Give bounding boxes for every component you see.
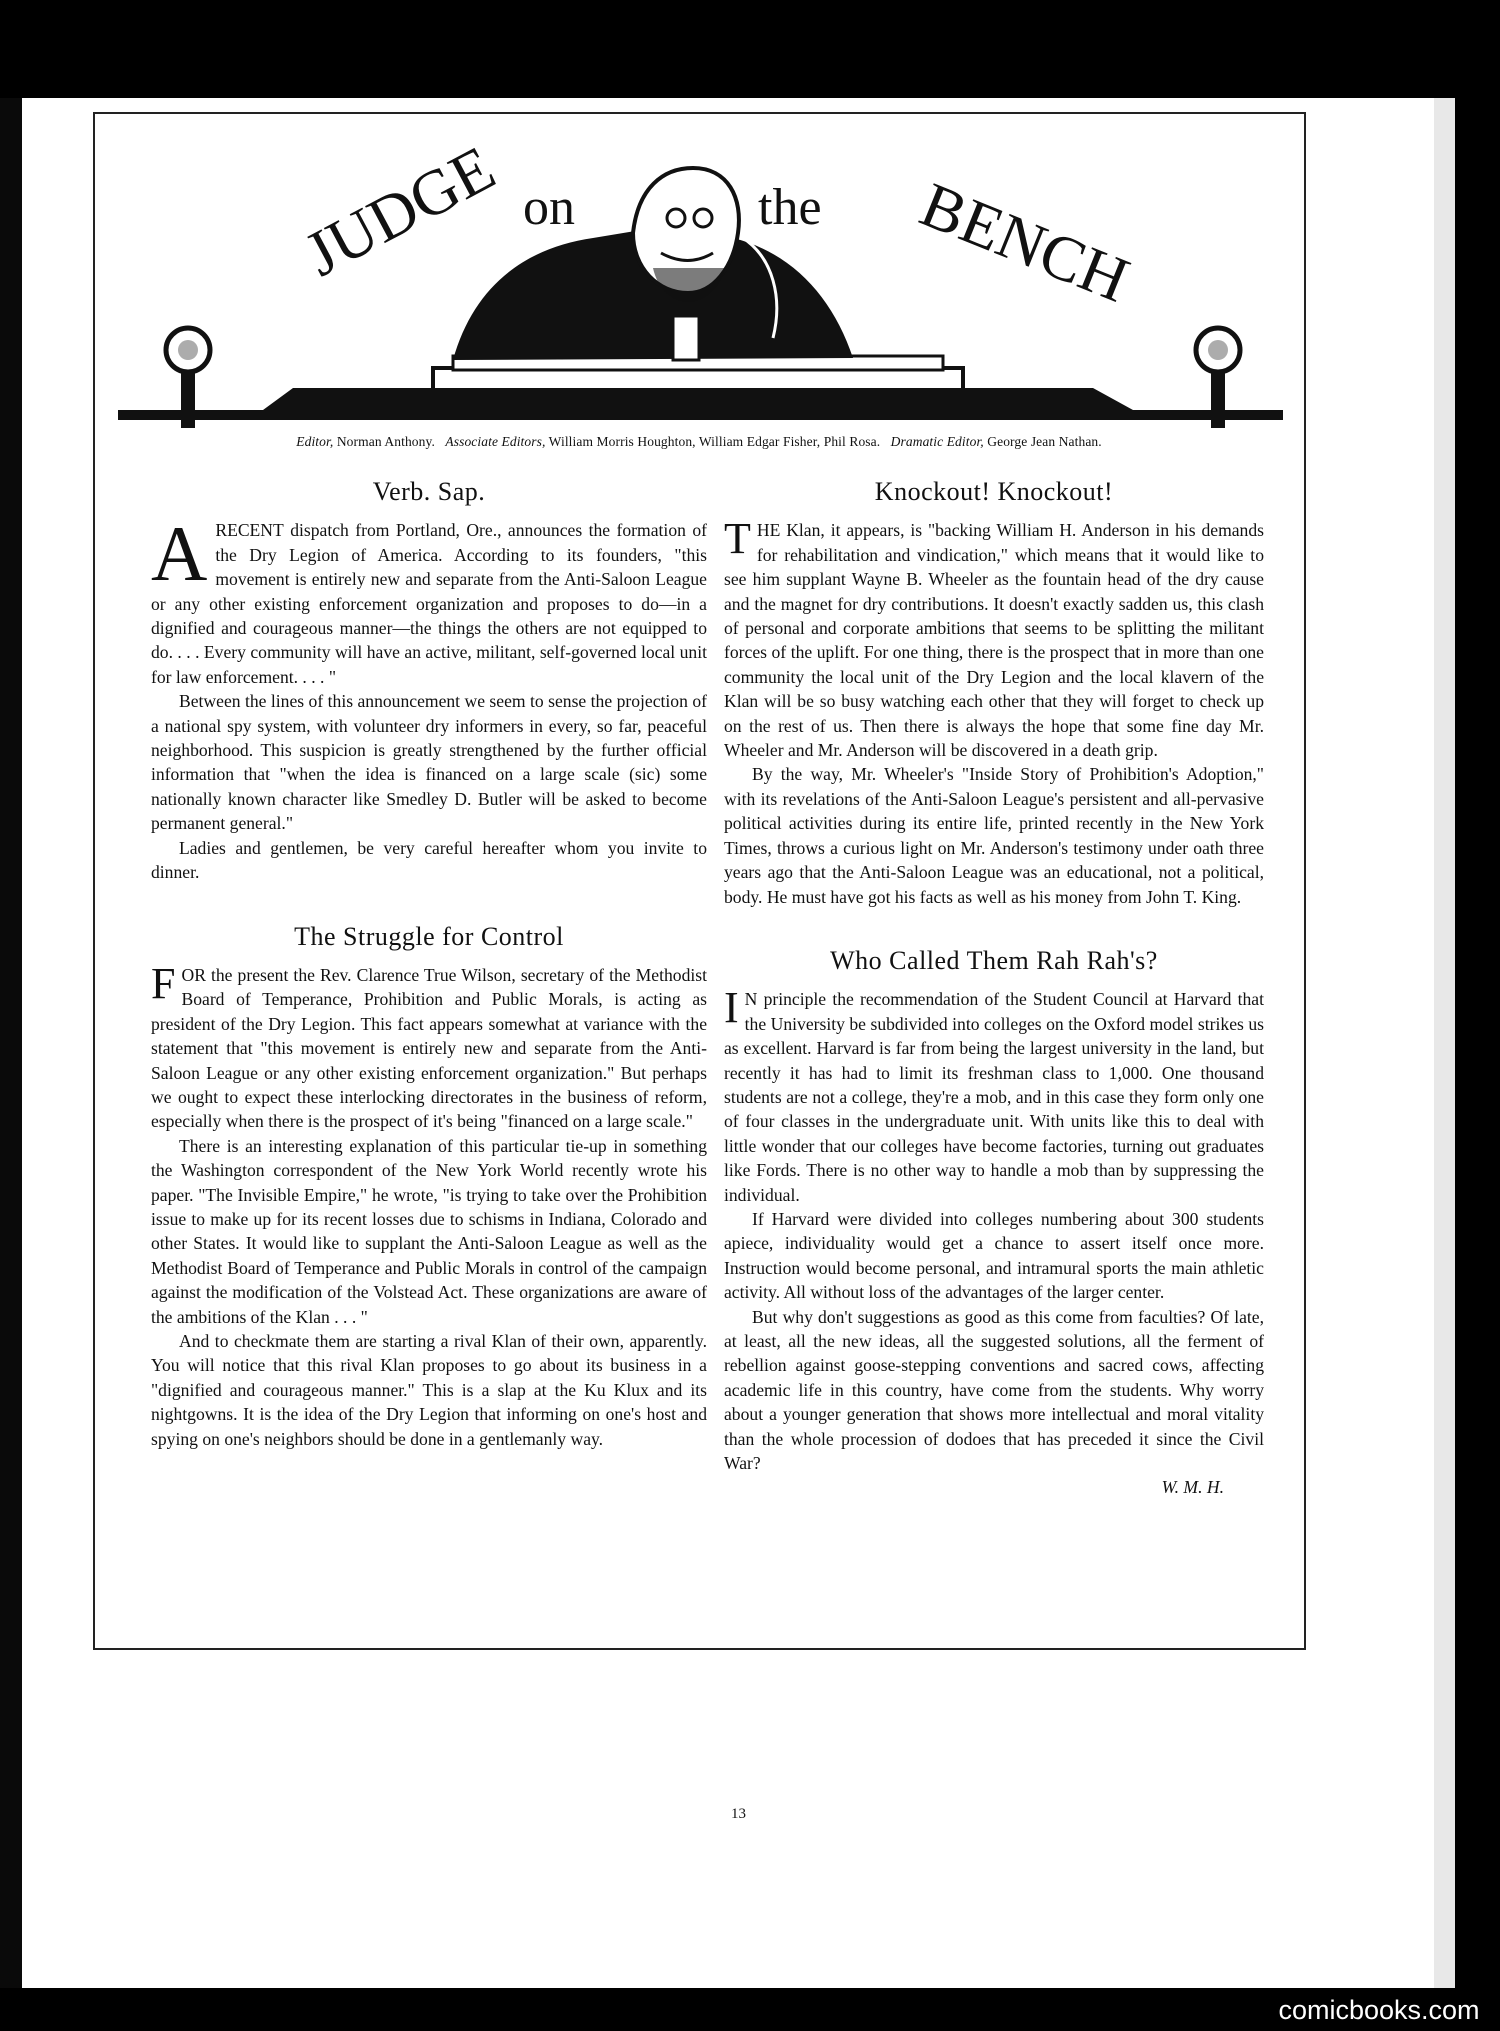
lead-word: N [744,989,758,1010]
paragraph-text: principle the recommendation of the Student Council at Harvard that the University be subdivided into colleges on the Oxford model strikes us as excellent. Harvard is far from being the largest university in the land, but recently it has had to limit its freshman class to 1,000. One thousand students are not a college, they're a mob, and in this case they form only one of four classes in the undergraduate unit. With units like this to deal with little wonder that our colleges have become factories, turning out graduates like Fords. There is no other way to handle a mob than by suppressing the individual. [724,989,1264,1205]
drop-cap: A [151,510,208,598]
article-paragraph: Ladies and gentlemen, be very careful hereafter whom you invite to dinner. [151,837,707,883]
article-paragraph: By the way, Mr. Wheeler's "Inside Story of Prohibition's Adoption," with its revelations of the Anti-Saloon League's persistent and all-pervasive political activities during its entire life, printed recently in the New York Times, throws a curious light on Mr. Anderson's testimony under oath three years ago that the Anti-Saloon League was an educational, not a political, body. He must have got his facts as well as his money from John T. King. [724,764,1264,907]
article-title: Who Called Them Rah Rah's? [830,945,1158,975]
article-paragraph: Between the lines of this announcement we seem to sense the projection of a national spy system, with volunteer dry informers in every, so far, peaceful neighborhood. This suspicion is greatly strengthened by the further official information that "when the idea is financed on a large scale (sic) some nationally known character like Smedley D. Butler will be asked to become permanent general." [151,691,707,834]
lead-word: RECENT [215,520,284,541]
lead-word: OR [181,964,206,985]
editors-line [0,434,1398,450]
article-paragraph: There is an interesting explanation of this particular tie-up in something the Washington correspondent of the New York World recently wrote his paper. "The Invisible Empire," he wrote, "is trying to take over the Prohibition issue to make up for its recent losses due to schisms in Indiana, Colorado and other States. It would like to supplant the Anti-Saloon League as well as the Methodist Board of Temperance and Public Morals in control of the campaign against the modification of the Volstead Act. These organizations are aware of the ambitions of the Klan . . . " [151,1135,707,1327]
article-paragraph: And to checkmate them are starting a rival Klan of their own, apparently. You will notice that this rival Klan proposes to go about its business in a "dignified and courageous manner." This is a slap at the Ku Klux and its nightgowns. It is the idea of the Dry Legion that informing on one's host and spying on one's neighbors should be done in a gentlemanly way. [151,1331,707,1449]
masthead-title-bench: BENCH [911,168,1139,316]
paragraph-text: the present the Rev. Clarence True Wilson, secretary of the Methodist Board of Temperance, Prohibition and Public Morals, is acting as president of the Dry Legion. This fact appears somewhat at variance with the statement that "this movement is entirely new and separate from the Anti-Saloon League or any other existing enforcement organization." But perhaps we ought to expect these interlocking directorates in the business of reform, especially when there is the prospect of it's being "financed on a large scale." [151,964,707,1132]
masthead-title-the: the [758,179,822,236]
article-paragraph [151,958,707,1134]
dramatic-editor: George Jean Nathan. [987,434,1102,449]
dramatic-editor-label: Dramatic Editor, [890,434,984,449]
paragraph-text: dispatch from Portland, Ore., announces the formation of the Dry Legion of America. According to its founders, "this movement is entirely new and separate from the Anti-Saloon League or any other existing enforcement organization and proposes to do—in a dignified and courageous manner—the things the others are not equipped to do. . . . Every community will have an active, militant, self-governed local unit for law enforcement. . . . " [151,520,707,687]
masthead-title-judge: JUDGE [293,131,506,290]
article-title: The Struggle for Control [294,921,564,951]
editor-name: Norman Anthony. [336,434,435,449]
article-title: Verb. Sap. [372,477,486,506]
right-column [724,477,1264,1500]
drop-cap: T [724,514,751,564]
drop-cap: F [151,958,176,1008]
article-paragraph [724,983,1264,1207]
lead-word: HE [756,520,781,541]
article-knockout [724,477,1264,909]
article-verb-sap [151,477,707,885]
watermark-logo: comicbooks.com [1258,1990,1500,2031]
article-paragraph: But why don't suggestions as good as this come from faculties? Of late, at least, all the new ideas, all the suggested solutions, all the ferment of rebellion against goose-stepping conventions and sacred cows, affecting academic life in this country, have come from the students. Why worry about a younger generation that shows more intellectual and moral vitality than the whole procession of dodoes that has preceded it since the Civil War? [724,1306,1264,1474]
associate-editors: William Morris Houghton, William Edgar Fisher, Phil Rosa. [548,434,881,449]
drop-cap: I [724,983,739,1033]
page-number: 13 [731,1806,746,1822]
judge-bench [118,356,1283,420]
editor-label: Editor, [296,434,334,449]
signature: W. M. H. [1161,1477,1224,1498]
article-paragraph [151,510,707,689]
article-paragraph: If Harvard were divided into colleges numbering about 300 students apiece, individuality would get a chance to assert itself once more. Instruction would become personal, and intramural sports the main athletic activity. All without loss of the advantages of the larger center. [724,1208,1264,1303]
left-column [151,477,707,1451]
masthead-title-on: on [523,179,575,236]
article-paragraph [724,514,1264,762]
paragraph-text: Klan, it appears, is "backing William H. Anderson in his demands for rehabilitation and vindication," which means that it would like to see him supplant Wayne B. Wheeler as the fountain head of the dry cause and the magnet for dry contributions. It doesn't exactly sadden us, this clash of personal and corporate ambitions that seems to be splitting the militant forces of the uplift. For one thing, there is the prospect that in more than one community the local unit of the Dry Legion and the local klavern of the Klan will be so busy watching each other that they will forget to check up on the rest of us. Then there is always the hope that some fine day Mr. Wheeler and Mr. Anderson will be discovered in a death grip. [724,520,1264,761]
article-title: Knockout! Knockout! [874,477,1114,506]
page-spine-shadow [1434,98,1455,1988]
article-rah-rah [724,945,1264,1500]
associate-editors-label: Associate Editors, [445,434,546,449]
left-page-edge [0,98,22,1988]
article-struggle [151,921,707,1452]
masthead-illustration [93,128,1306,428]
